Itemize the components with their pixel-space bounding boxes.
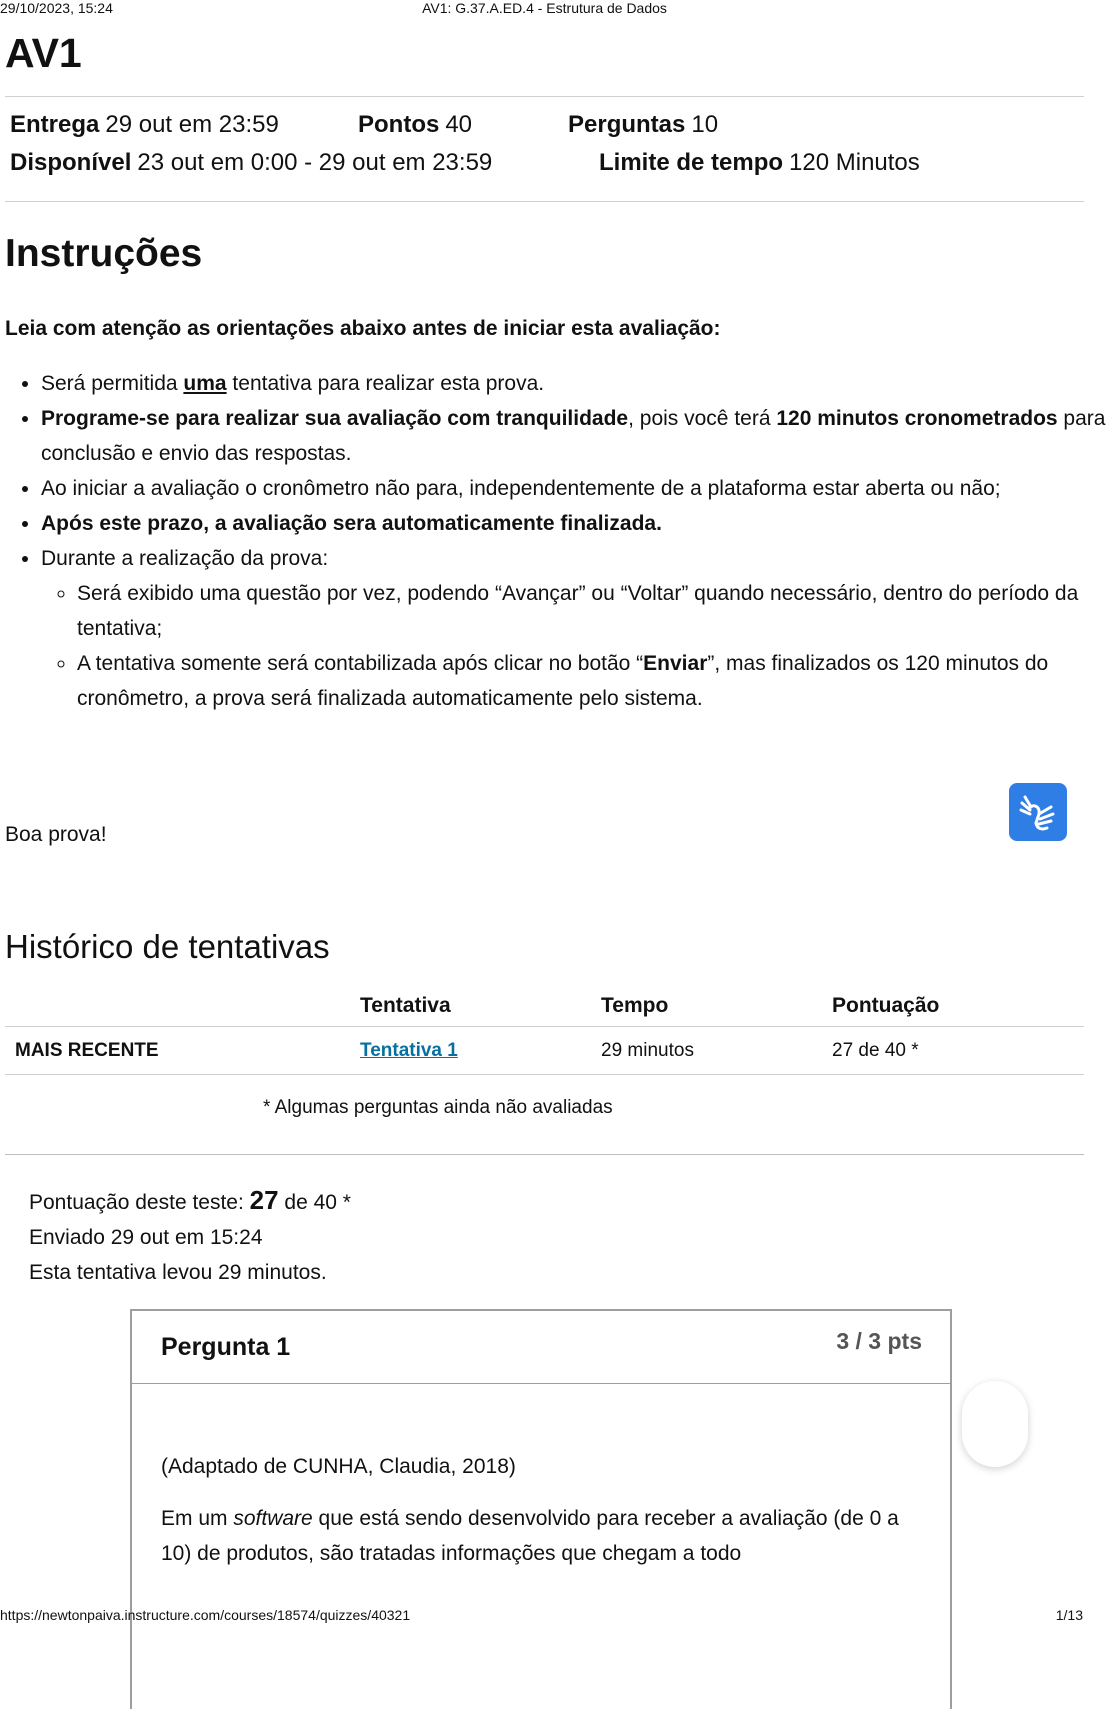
question-header — [132, 1311, 950, 1384]
rule-subitem: ◦ A tentativa somente será contabilizada após clicar no botão “Enviar”, mas finalizados os 120 minutos do cronômetro, a prova será finalizada automaticamente pelo sistema. — [77, 646, 1111, 716]
attempt-cell — [360, 1027, 601, 1075]
print-datetime: 29/10/2023, 15:24 — [0, 0, 113, 16]
instructions-lead: Leia com atenção as orientações abaixo antes de iniciar esta avaliação: — [5, 317, 721, 340]
row-label: MAIS RECENTE — [5, 1027, 360, 1075]
detail-entrega-value: 29 out em 23:59 — [105, 111, 279, 138]
question-points: 3 / 3 pts — [836, 1328, 922, 1354]
sign-language-hands-icon-graphic — [1009, 783, 1067, 841]
detail-entrega — [10, 111, 279, 139]
detail-disponivel — [10, 149, 492, 177]
sent-line: Enviado 29 out em 15:24 — [29, 1226, 263, 1249]
rule-sublist — [41, 576, 1111, 716]
score-line: Pontuação deste teste: 27 de 40 * — [29, 1185, 351, 1215]
rule-item: • Ao iniciar a avaliação o cronômetro não para, independentemente de a plataforma estar aberta ou não; — [41, 471, 1111, 506]
footnote: * Algumas perguntas ainda não avaliadas — [263, 1097, 613, 1118]
column-header-pontuacao: Pontuação — [832, 986, 1084, 1027]
attempt-summary — [29, 1183, 351, 1290]
quiz-title: AV1 — [5, 30, 82, 76]
print-header — [0, 0, 1089, 18]
detail-perguntas-label: Perguntas — [568, 111, 686, 138]
closing-text: Boa prova! — [5, 823, 107, 846]
column-header — [5, 986, 360, 1027]
question-source: (Adaptado de CUNHA, Claudia, 2018) — [161, 1455, 516, 1478]
detail-limite — [599, 149, 920, 177]
score-value: 27 — [249, 1185, 279, 1215]
time-cell: 29 minutos — [601, 1027, 832, 1075]
detail-perguntas-value: 10 — [691, 111, 719, 138]
attempts-table — [5, 986, 1084, 1075]
detail-disponivel-label: Disponível — [10, 149, 132, 176]
column-header-tentativa: Tentativa — [360, 986, 601, 1027]
rule-subitem: ◦ Será exibido uma questão por vez, podendo “Avançar” ou “Voltar” quando necessário, dentro do período da tentativa; — [77, 576, 1111, 646]
rule-item: • Após este prazo, a avaliação sera automaticamente finalizada. — [41, 506, 1111, 541]
instructions-heading: Instruções — [5, 232, 203, 275]
detail-limite-value: 120 Minutos — [789, 149, 920, 176]
detail-limite-label: Limite de tempo — [599, 149, 784, 176]
detail-pontos-label: Pontos — [358, 111, 440, 138]
attempts-header-row — [5, 986, 1084, 1027]
instructions-list — [5, 366, 1111, 716]
rule-item: • Durante a realização da prova: ◦ Será exibido uma questão por vez, podendo “Avançar” ou “Voltar” quando necessário, dentro do período da tentativa; ◦ A tentativa somente será contabilizada após clicar no botão “Enviar”, mas finalizados os 120 minutos do cronômetro, a prova será finalizada automaticamente pelo sistema. — [41, 541, 1111, 716]
print-footer — [0, 1607, 1089, 1625]
detail-pontos-value: 40 — [445, 111, 473, 138]
detail-entrega-label: Entrega — [10, 111, 100, 138]
print-url: https://newtonpaiva.instructure.com/courses/18574/quizzes/40321 — [0, 1607, 411, 1623]
question-card — [130, 1309, 952, 1709]
divider — [5, 1154, 1084, 1155]
detail-pontos — [358, 111, 472, 139]
detail-perguntas — [568, 111, 718, 139]
rule-item: • Será permitida uma tentativa para realizar esta prova. — [41, 366, 1111, 401]
table-row — [5, 1027, 1084, 1075]
question-title: Pergunta 1 — [161, 1333, 291, 1361]
attempt-link[interactable]: Tentativa 1 — [360, 1039, 458, 1061]
history-heading: Histórico de tentativas — [5, 928, 330, 965]
score-cell: 27 de 40 * — [832, 1027, 1084, 1075]
rule-item: • Programe-se para realizar sua avaliação com tranquilidade, pois você terá 120 minutos cronometrados para conclusão e envio das respostas. — [41, 401, 1111, 471]
duration-line: Esta tentativa levou 29 minutos. — [29, 1261, 327, 1284]
question-body — [161, 1449, 921, 1588]
quiz-details — [5, 96, 1084, 202]
floating-action-button[interactable] — [962, 1381, 1028, 1467]
detail-disponivel-value: 23 out em 0:00 - 29 out em 23:59 — [137, 149, 493, 176]
column-header-tempo: Tempo — [601, 986, 832, 1027]
print-page-title: AV1: G.37.A.ED.4 - Estrutura de Dados — [422, 0, 667, 16]
sign-language-hands-icon[interactable] — [1009, 783, 1067, 841]
print-page-number: 1/13 — [1055, 1607, 1083, 1623]
question-text: Em um software que está sendo desenvolvido para receber a avaliação (de 0 a 10) de produtos, são tratadas informações que chegam a todo — [161, 1507, 899, 1565]
